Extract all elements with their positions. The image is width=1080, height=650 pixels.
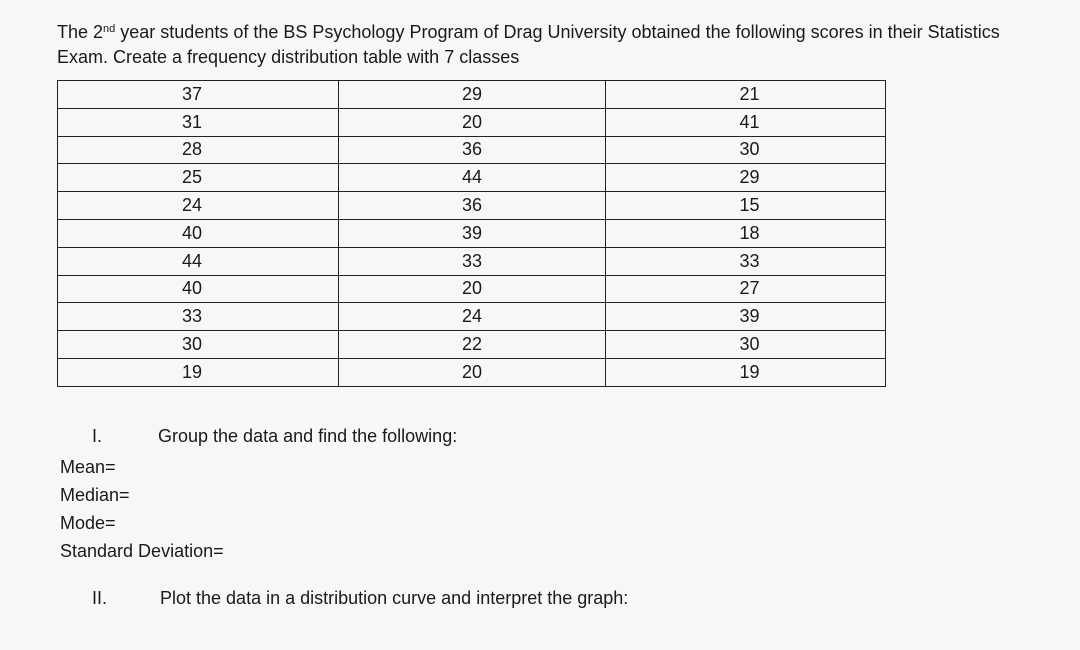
table-row bbox=[58, 303, 886, 331]
score-cell: 25 bbox=[58, 164, 339, 192]
table-row bbox=[58, 136, 886, 164]
mode-label: Mode= bbox=[60, 513, 116, 533]
table-row bbox=[58, 275, 886, 303]
problem-statement-start: The 2 bbox=[57, 22, 104, 42]
table-row bbox=[58, 219, 886, 247]
score-cell: 24 bbox=[58, 192, 339, 220]
ordinal-suffix: nd bbox=[103, 23, 116, 35]
score-cell: 20 bbox=[339, 358, 606, 386]
score-cell: 40 bbox=[58, 219, 339, 247]
scores-table bbox=[57, 80, 886, 387]
score-cell: 27 bbox=[606, 275, 886, 303]
score-cell: 29 bbox=[606, 164, 886, 192]
score-cell: 15 bbox=[606, 192, 886, 220]
score-cell: 21 bbox=[606, 81, 886, 109]
answer-fields bbox=[60, 453, 224, 565]
table-row bbox=[58, 331, 886, 359]
score-cell: 30 bbox=[58, 331, 339, 359]
score-cell: 24 bbox=[339, 303, 606, 331]
score-cell: 33 bbox=[339, 247, 606, 275]
score-cell: 28 bbox=[58, 136, 339, 164]
table-row bbox=[58, 192, 886, 220]
task-1-number: I. bbox=[92, 426, 103, 446]
score-cell: 39 bbox=[606, 303, 886, 331]
score-cell: 33 bbox=[606, 247, 886, 275]
score-cell: 29 bbox=[339, 81, 606, 109]
score-cell: 18 bbox=[606, 219, 886, 247]
score-cell: 19 bbox=[606, 358, 886, 386]
std-dev-label: Standard Deviation= bbox=[60, 541, 224, 561]
median-label: Median= bbox=[60, 485, 130, 505]
score-cell: 30 bbox=[606, 331, 886, 359]
task-1-text: Group the data and find the following: bbox=[158, 426, 458, 446]
score-cell: 30 bbox=[606, 136, 886, 164]
task-1 bbox=[92, 426, 692, 450]
score-cell: 36 bbox=[339, 192, 606, 220]
score-cell: 41 bbox=[606, 108, 886, 136]
table-row bbox=[58, 247, 886, 275]
mean-label: Mean= bbox=[60, 457, 116, 477]
score-cell: 31 bbox=[58, 108, 339, 136]
table-row bbox=[58, 164, 886, 192]
score-cell: 22 bbox=[339, 331, 606, 359]
score-cell: 37 bbox=[58, 81, 339, 109]
table-row bbox=[58, 81, 886, 109]
score-cell: 33 bbox=[58, 303, 339, 331]
score-cell: 39 bbox=[339, 219, 606, 247]
table-row bbox=[58, 358, 886, 386]
score-cell: 20 bbox=[339, 275, 606, 303]
scores-table-body bbox=[58, 81, 886, 387]
score-cell: 20 bbox=[339, 108, 606, 136]
task-2-text: Plot the data in a distribution curve and interpret the graph: bbox=[160, 588, 629, 608]
score-cell: 44 bbox=[58, 247, 339, 275]
task-2 bbox=[92, 588, 792, 612]
score-cell: 44 bbox=[339, 164, 606, 192]
problem-statement bbox=[57, 20, 1037, 70]
table-row bbox=[58, 108, 886, 136]
score-cell: 19 bbox=[58, 358, 339, 386]
score-cell: 36 bbox=[339, 136, 606, 164]
problem-statement-rest: year students of the BS Psychology Program of Drag University obtained the following scores in their Statistics Exam. Create a frequency distribution table with 7 classes bbox=[57, 22, 1000, 67]
score-cell: 40 bbox=[58, 275, 339, 303]
task-2-number: II. bbox=[92, 588, 108, 608]
